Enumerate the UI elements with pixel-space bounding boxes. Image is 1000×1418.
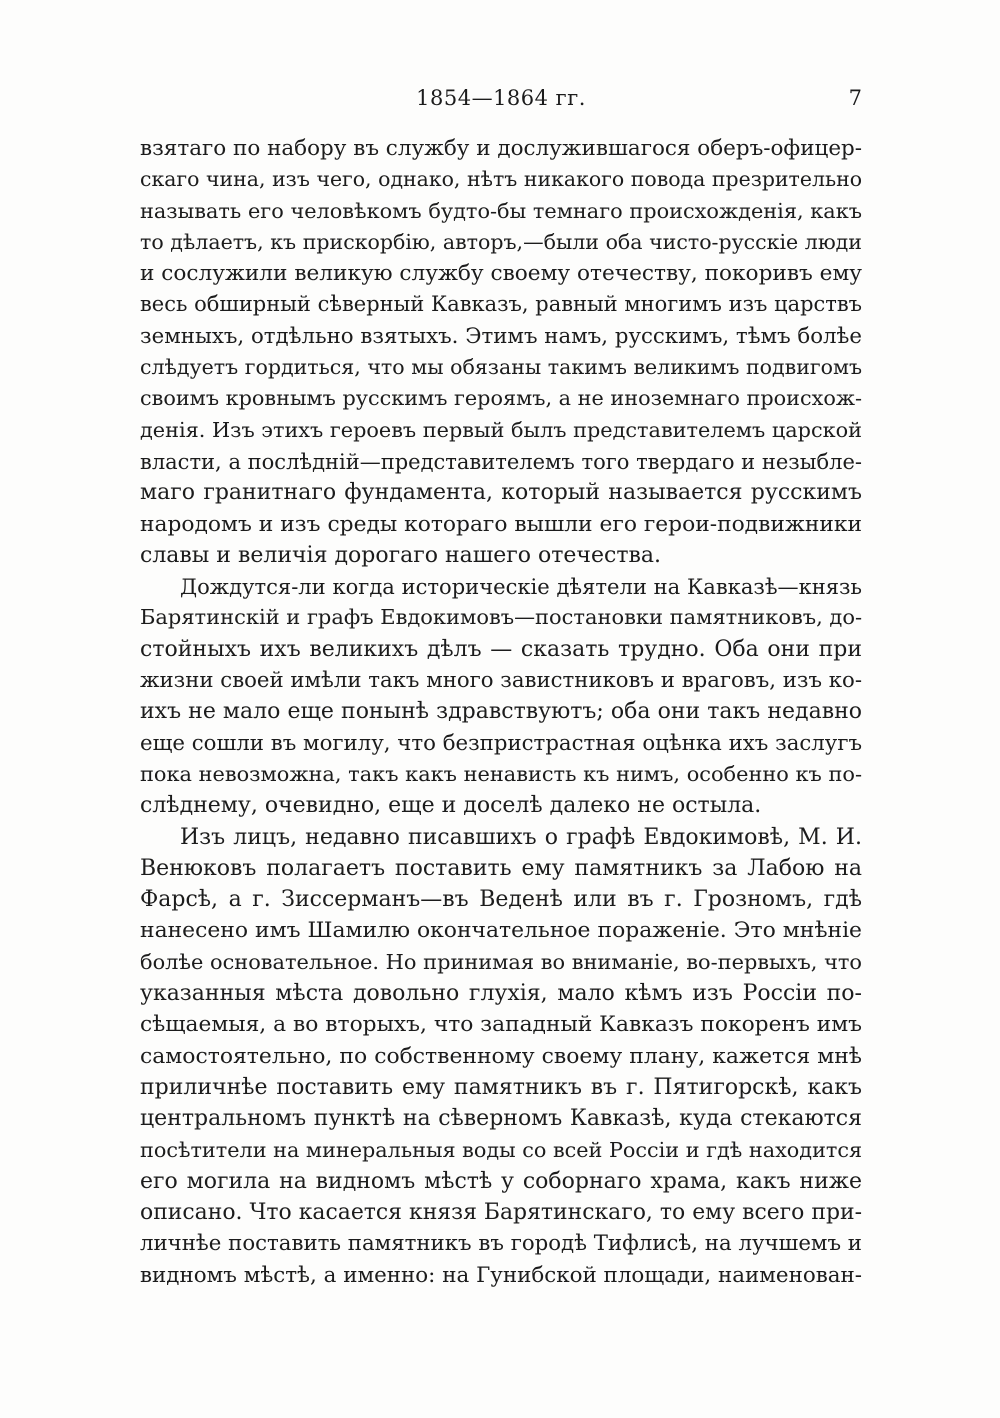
text-line: пока невозможна, такъ какъ ненависть къ нимъ, особенно къ по- — [140, 761, 862, 786]
text-line: земныхъ, отдѣльно взятыхъ. Этимъ намъ, русскимъ, тѣмъ болѣе — [140, 323, 862, 349]
text-line: скаго чина, изъ чего, однако, нѣтъ никакого повода презрительно — [140, 167, 862, 192]
text-line: власти, а послѣдній—представителемъ того твердаго и незыбле- — [140, 448, 862, 474]
text-line: приличнѣе поставить ему памятникъ въ г. Пятигорскѣ, какъ — [140, 1074, 862, 1100]
text-line: самостоятельно, по собственному своему плану, кажется мнѣ — [140, 1043, 862, 1069]
text-line: своимъ кровнымъ русскимъ героямъ, а не иноземнаго происхож- — [140, 386, 862, 411]
text-line: центральномъ пунктѣ на сѣверномъ Кавказѣ, куда стекаются — [140, 1106, 862, 1132]
text-line: слѣднему, очевидно, еще и доселѣ далеко не остыла. — [140, 793, 762, 819]
text-line: называть его человѣкомъ будто-бы темнаго происхожденія, какъ — [140, 198, 862, 223]
text-line: еще сошли въ могилу, что безпристрастная оцѣнка ихъ заслугъ — [140, 730, 862, 756]
text-line: Венюковъ полагаетъ поставить ему памятникъ за Лабою на — [140, 855, 862, 881]
text-line: личнѣе поставить памятникъ въ городѣ Тифлисѣ, на лучшемъ и — [140, 1231, 862, 1257]
text-line: маго гранитнаго фундамента, который называется русскимъ — [140, 480, 862, 506]
text-line: денія. Изъ этихъ героевъ первый былъ представителемъ царской — [140, 417, 862, 442]
text-line: славы и величія дорогаго нашего отечества. — [140, 542, 661, 568]
page-header — [140, 86, 862, 116]
text-line: Барятинскій и графъ Евдокимовъ—постановки памятниковъ, до- — [140, 605, 862, 630]
text-line: и сослужили великую службу своему отечеству, покоривъ ему — [140, 261, 862, 287]
text-line: жизни своей имѣли такъ много завистниковъ и враговъ, изъ ко- — [140, 668, 862, 694]
page-number: 7 — [848, 86, 862, 110]
text-line: Дождутся-ли когда историческіе дѣятели на Кавказѣ—князь — [180, 574, 862, 600]
text-line: весь обширный сѣверный Кавказъ, равный многимъ изъ царствъ — [140, 292, 862, 317]
body-text — [140, 133, 862, 1291]
text-line: Фарсѣ, а г. Зиссерманъ—въ Веденѣ или въ г. Грозномъ, гдѣ — [140, 887, 862, 913]
text-line: взятаго по набору въ службу и дослужившагося оберъ-офицер- — [140, 136, 862, 161]
text-line: нанесено имъ Шамилю окончательное пораженіе. Это мнѣніе — [140, 918, 862, 944]
text-line: сѣщаемыя, а во вторыхъ, что западный Кавказъ покоренъ имъ — [140, 1012, 862, 1038]
text-line: ихъ не мало еще понынѣ здравствуютъ; оба они такъ недавно — [140, 699, 862, 725]
text-line: стойныхъ ихъ великихъ дѣлъ — сказать трудно. Оба они при — [140, 636, 862, 662]
text-line: указанныя мѣста довольно глухія, мало кѣмъ изъ Россіи по- — [140, 981, 862, 1007]
text-line: то дѣлаетъ, къ прискорбію, авторъ,—были оба чисто-русскіе люди — [140, 229, 862, 254]
text-line: видномъ мѣстѣ, а именно: на Гунибской площади, наименован- — [140, 1262, 862, 1288]
running-head: 1854—1864 гг. — [416, 86, 586, 110]
text-line: его могила на видномъ мѣстѣ у соборнаго храма, какъ ниже — [140, 1168, 862, 1194]
text-line: слѣдуетъ гордиться, что мы обязаны такимъ великимъ подвигомъ — [140, 355, 862, 380]
text-line: Изъ лицъ, недавно писавшихъ о графѣ Евдокимовѣ, М. И. — [180, 824, 862, 850]
text-line: народомъ и изъ среды котораго вышли его герои-подвижники — [140, 511, 862, 537]
text-line: описано. Что касается князя Барятинскаго, то ему всего при- — [140, 1200, 862, 1226]
text-line: посѣтители на минеральныя воды со всей Россіи и гдѣ находится — [140, 1137, 862, 1162]
text-line: болѣе основательное. Но принимая во вниманіе, во-первыхъ, что — [140, 949, 862, 974]
